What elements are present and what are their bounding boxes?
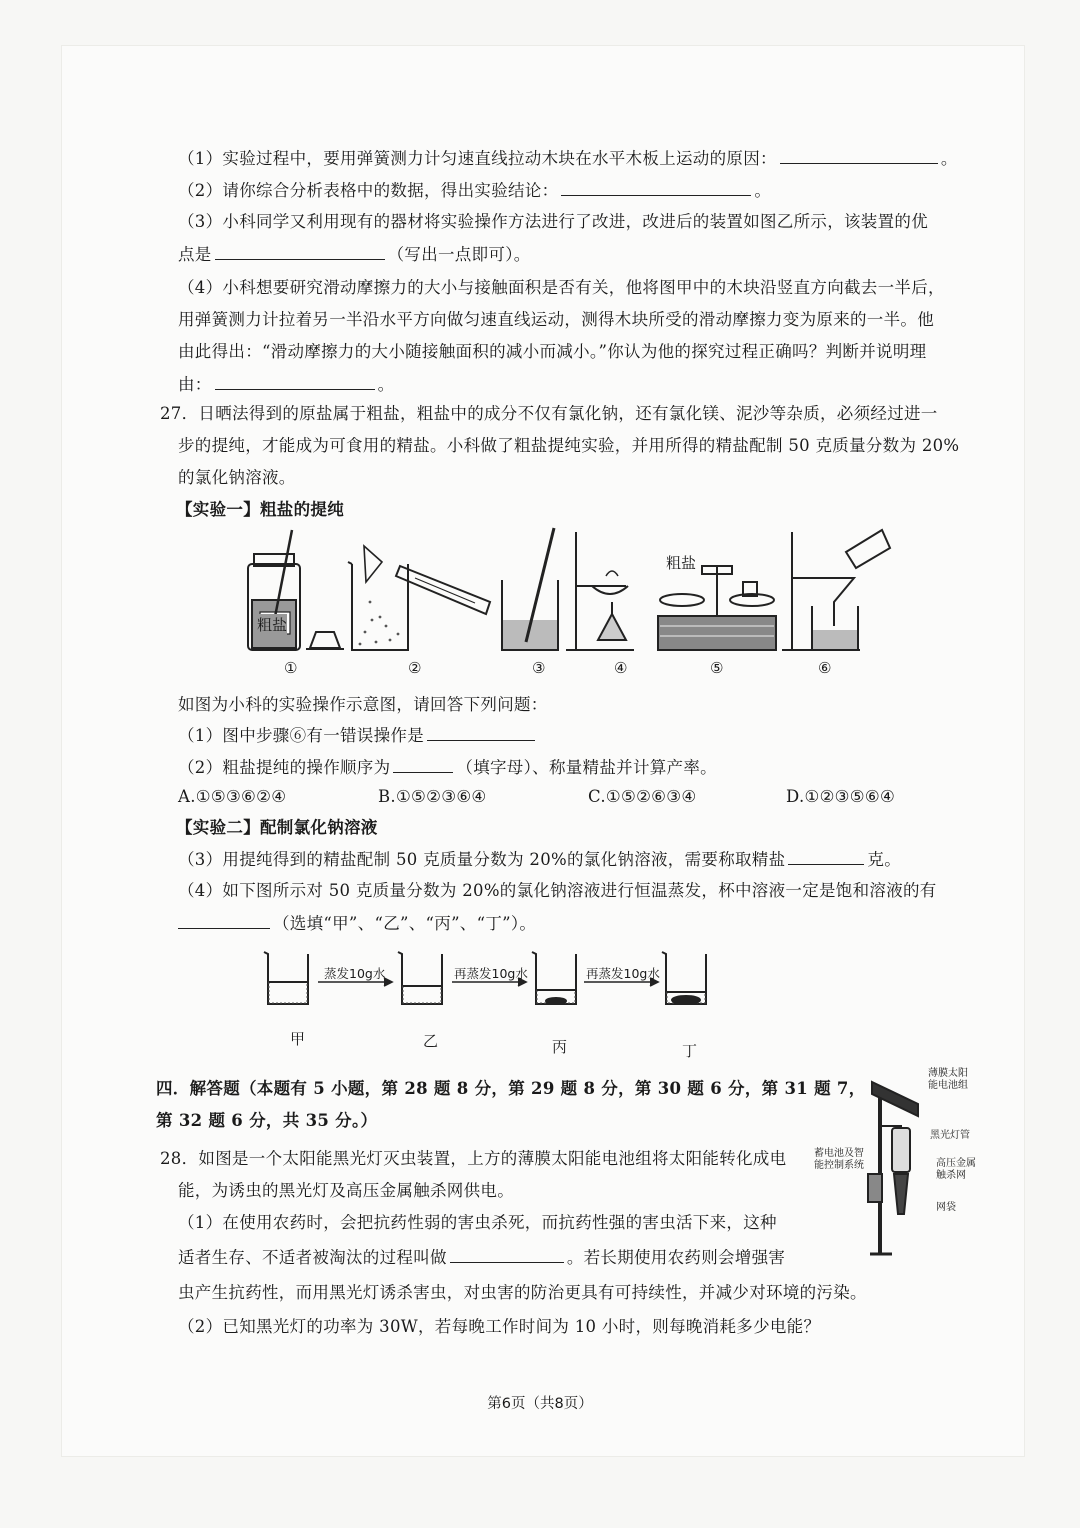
label-high-voltage-net xyxy=(936,1158,976,1182)
step-number-2: ② xyxy=(408,659,422,677)
arrow-label-2: 再蒸发10g水 xyxy=(454,966,528,981)
q27-stem-line3: 的氯化钠溶液。 xyxy=(178,468,296,487)
label-net-bag: 网袋 xyxy=(936,1202,956,1213)
apparatus-figure xyxy=(240,522,900,682)
answer-blank[interactable] xyxy=(780,147,938,164)
lid-icon xyxy=(306,632,344,649)
q27-sub3 xyxy=(178,848,901,871)
beaker-yi-icon xyxy=(398,952,442,1004)
answer-blank[interactable] xyxy=(215,243,385,260)
lamp-tube-icon xyxy=(880,1126,910,1172)
beaker-ding-icon xyxy=(662,952,706,1004)
answer-blank[interactable] xyxy=(178,912,270,929)
q26-part3-line1: （3）小科同学又利用现有的器材将实验操作方法进行了改进，改进后的装置如图乙所示，该装置的优 xyxy=(178,212,928,231)
q28-part1-cont: 。若长期使用农药则会增强害 xyxy=(566,1248,786,1267)
q26-part3-end: （写出一点即可）。 xyxy=(387,245,531,264)
jar-label: 粗盐 xyxy=(257,616,288,634)
q28-part1-line1: （1）在使用农药时，会把抗药性弱的害虫杀死，而抗药性强的害虫活下来，这种 xyxy=(178,1213,777,1232)
q26-part2 xyxy=(178,179,771,202)
stirring-beaker-icon xyxy=(502,528,558,650)
q26-part4-line3: 由此得出：“滑动摩擦力的大小随接触面积的减小而减小。”你认为他的探究过程正确吗？判断并说明理 xyxy=(178,342,927,361)
q27-sub3-end: 克。 xyxy=(867,850,902,869)
battery-box-icon xyxy=(868,1174,882,1202)
step-number-4: ④ xyxy=(614,659,628,677)
beaker-bing-icon xyxy=(532,952,576,1004)
q26-part1-end: 。 xyxy=(940,149,958,168)
label-solar-line2: 能电池组 xyxy=(928,1080,968,1091)
answer-blank[interactable] xyxy=(427,724,535,741)
arrow-label-1: 蒸发10g水 xyxy=(324,966,386,981)
q27-sub2-text: （2）粗盐提纯的操作顺序为 xyxy=(178,758,391,777)
q27-sub4-line2 xyxy=(178,912,536,935)
dissolve-beaker-icon xyxy=(348,546,490,650)
q27-sub2-end: （填字母）、称量精盐并计算产率。 xyxy=(456,758,717,777)
balance-label: 粗盐 xyxy=(666,554,697,572)
beaker-label-bing: 丙 xyxy=(552,1038,568,1056)
q28-part1-line2 xyxy=(178,1246,785,1269)
q26-part4-line2: 用弹簧测力计拉着另一半沿水平方向做匀速直线运动，测得木块所受的滑动摩擦力变为原来的一半。他 xyxy=(178,310,934,329)
answer-blank[interactable] xyxy=(393,756,453,773)
beaker-label-ding: 丁 xyxy=(682,1042,698,1060)
q27-sub4-line1: （4）如下图所示对 50 克质量分数为 20%的氯化钠溶液进行恒温蒸发，杯中溶液一定是饱和溶液的有 xyxy=(178,881,937,900)
answer-blank[interactable] xyxy=(561,179,751,196)
balance-icon xyxy=(658,566,776,650)
label-solar-line1: 薄膜太阳 xyxy=(928,1068,968,1079)
step-number-1: ① xyxy=(284,659,298,677)
q27-intro: 如图为小科的实验操作示意图，请回答下列问题： xyxy=(178,695,548,714)
option-c: C.①⑤②⑥③④ xyxy=(588,787,697,806)
q26-part3-lead: 点是 xyxy=(178,245,212,264)
q26-part2-text: （2）请你综合分析表格中的数据，得出实验结论： xyxy=(178,181,559,200)
beaker-label-jia: 甲 xyxy=(290,1030,306,1048)
label-black-light: 黑光灯管 xyxy=(930,1130,970,1141)
q26-part1 xyxy=(178,147,958,170)
answer-blank[interactable] xyxy=(215,373,375,390)
label-net-line1: 高压金属 xyxy=(936,1158,976,1169)
filtration-icon xyxy=(782,530,890,650)
option-a: A.①⑤③⑥②④ xyxy=(178,787,287,806)
q27-sub1-text: （1）图中步骤⑥有一错误操作是 xyxy=(178,726,424,745)
q26-part4-line4 xyxy=(178,373,394,396)
q27-sub4-end: （选填“甲”、“乙”、“丙”、“丁”）。 xyxy=(273,914,537,933)
q28-stem-line1: 28．如图是一个太阳能黑光灯灭虫装置，上方的薄膜太阳能电池组将太阳能转化成电 xyxy=(160,1149,787,1168)
option-b: B.①⑤②③⑥④ xyxy=(378,787,487,806)
q28-part1-text: 适者生存、不适者被淘汰的过程叫做 xyxy=(178,1248,447,1267)
arrow-label-3: 再蒸发10g水 xyxy=(586,966,660,981)
experiment-two-heading: 【实验二】配制氯化钠溶液 xyxy=(176,818,378,837)
answer-blank[interactable] xyxy=(450,1246,564,1263)
page-footer: 第6页（共8页） xyxy=(487,1396,593,1412)
step-number-6: ⑥ xyxy=(818,659,832,677)
label-battery-line2: 能控制系统 xyxy=(814,1160,864,1171)
q26-part3-line2 xyxy=(178,243,531,266)
q28-part2: （2）已知黑光灯的功率为 30W，若每晚工作时间为 10 小时，则每晚消耗多少电能？ xyxy=(178,1317,821,1336)
label-battery-control xyxy=(814,1148,864,1172)
answer-blank[interactable] xyxy=(788,848,864,865)
label-battery-line1: 蓄电池及智 xyxy=(814,1148,864,1159)
q26-part4-end: 。 xyxy=(377,375,395,394)
q26-part4-line1: （4）小科想要研究滑动摩擦力的大小与接触面积是否有关，他将图甲中的木块沿竖直方向截去一半后， xyxy=(178,278,945,297)
section-four-heading-cont: 第 32 题 6 分，共 35 分。） xyxy=(156,1111,378,1130)
q27-sub1 xyxy=(178,724,538,747)
evaporation-stand-icon xyxy=(566,532,634,650)
q27-stem-line1: 27．日晒法得到的原盐属于粗盐，粗盐中的成分不仅有氯化钠，还有氯化镁、泥沙等杂质，必须经过进一 xyxy=(160,404,938,423)
step-number-5: ⑤ xyxy=(710,659,724,677)
label-solar-cells xyxy=(928,1068,968,1092)
experiment-one-heading: 【实验一】粗盐的提纯 xyxy=(176,500,344,519)
net-bag-icon xyxy=(894,1174,908,1214)
label-net-line2: 触杀网 xyxy=(936,1170,966,1181)
q26-part4-lead: 由： xyxy=(178,375,212,394)
section-four-heading: 四．解答题（本题有 5 小题，第 28 题 8 分，第 29 题 8 分，第 30 题 6 分，第 31 题 7， xyxy=(156,1079,866,1098)
beaker-label-yi: 乙 xyxy=(423,1032,439,1050)
q26-part1-text: （1）实验过程中，要用弹簧测力计匀速直线拉动木块在水平木板上运动的原因： xyxy=(178,149,777,168)
beaker-jia-icon xyxy=(264,952,308,1004)
q26-part2-end: 。 xyxy=(754,181,772,200)
option-d: D.①②③⑤⑥④ xyxy=(786,787,896,806)
q28-stem-line2: 能，为诱虫的黑光灯及高压金属触杀网供电。 xyxy=(178,1181,514,1200)
q28-part1-line3: 虫产生抗药性，而用黑光灯诱杀害虫，对虫害的防治更具有可持续性，并减少对环境的污染。 xyxy=(178,1283,867,1302)
q27-sub3-text: （3）用提纯得到的精盐配制 50 克质量分数为 20%的氯化钠溶液，需要称取精盐 xyxy=(178,850,786,869)
q27-sub2 xyxy=(178,756,717,779)
step-number-3: ③ xyxy=(532,659,546,677)
q27-stem-line2: 步的提纯，才能成为可食用的精盐。小科做了粗盐提纯实验，并用所得的精盐配制 50 克质量分数为 20% xyxy=(178,436,960,455)
